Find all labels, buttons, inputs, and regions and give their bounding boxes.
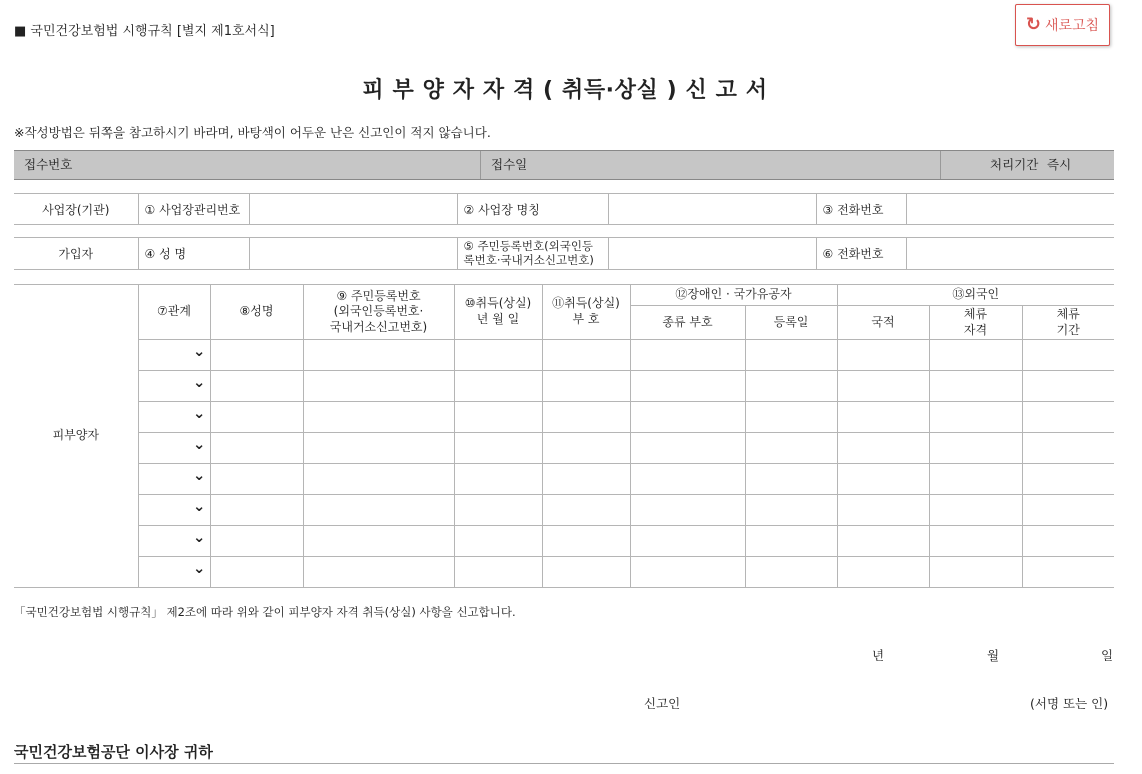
relation-select[interactable]	[138, 340, 210, 371]
signature-hint: (서명 또는 인)	[1030, 696, 1109, 711]
foreigner-header: ⑬외국인	[837, 285, 1114, 306]
dependents-table	[14, 284, 1114, 588]
stay-status-field[interactable]	[929, 526, 1022, 557]
rrn-field[interactable]	[303, 464, 454, 495]
stay-period-field[interactable]	[1022, 526, 1114, 557]
name-field[interactable]	[210, 371, 303, 402]
subscriber-rrn-label-line1: ⑤ 주민등록번호(외국인등	[463, 239, 594, 253]
name-field[interactable]	[210, 340, 303, 371]
dependent-row	[14, 557, 1114, 588]
workplace-phone-field[interactable]	[906, 194, 1114, 225]
name-field[interactable]	[210, 433, 303, 464]
date-month-label: 월	[987, 648, 1000, 663]
rrn-header-line1: ⑨ 주민등록번호	[336, 288, 421, 303]
rrn-field[interactable]	[303, 371, 454, 402]
subscriber-rrn-label-line2: 록번호·국내거소신고번호)	[463, 253, 594, 268]
stay-status-field[interactable]	[929, 402, 1022, 433]
chevron-down-icon: ⌄	[192, 466, 206, 484]
rrn-field[interactable]	[303, 526, 454, 557]
dependents-side-label: 피부양자	[14, 285, 138, 588]
processing-period-label: 처리기간	[990, 157, 1039, 172]
dependent-row	[14, 340, 1114, 371]
stay-period-header	[1022, 306, 1114, 340]
chevron-down-icon: ⌄	[192, 373, 206, 391]
acq-date-field[interactable]	[454, 526, 542, 557]
name-field[interactable]	[210, 402, 303, 433]
acq-date-header-line2: 년 월 일	[476, 312, 520, 326]
refresh-label: 새로고침	[1044, 18, 1100, 34]
nationality-field[interactable]	[837, 557, 929, 588]
date-day-label: 일	[1101, 648, 1114, 663]
acq-code-field[interactable]	[542, 526, 630, 557]
bottom-divider	[14, 763, 1114, 764]
relation-select[interactable]	[138, 526, 210, 557]
subscriber-name-field[interactable]	[249, 238, 457, 270]
nationality-field[interactable]	[837, 402, 929, 433]
name-field[interactable]	[210, 557, 303, 588]
dependent-row	[14, 526, 1114, 557]
stay-status-field[interactable]	[929, 371, 1022, 402]
date-year-label: 년	[872, 648, 885, 663]
chevron-down-icon: ⌄	[192, 342, 206, 360]
rrn-header-line3: 국내거소신고번호)	[329, 319, 428, 334]
stay-period-field[interactable]	[1022, 402, 1114, 433]
acq-code-field[interactable]	[542, 340, 630, 371]
disabled-type-field[interactable]	[630, 526, 745, 557]
relation-dropdown[interactable]	[143, 372, 206, 401]
refresh-icon: ↻	[1025, 14, 1041, 35]
relation-dropdown[interactable]	[143, 403, 206, 432]
stay-period-header-line2: 기간	[1056, 322, 1080, 337]
workplace-mgmt-no-field[interactable]	[249, 194, 457, 225]
disabled-type-field[interactable]	[630, 495, 745, 526]
disabled-reg-field[interactable]	[745, 526, 837, 557]
receipt-number-label: 접수번호	[24, 157, 73, 172]
disabled-type-header: 종류 부호	[630, 306, 745, 340]
stay-period-field[interactable]	[1022, 433, 1114, 464]
disabled-reg-field[interactable]	[745, 433, 837, 464]
chevron-down-icon: ⌄	[192, 435, 206, 453]
statement-text: 「국민건강보험법 시행규칙」 제2조에 따라 위와 같이 피부양자 자격 취득(상실) 사항을 신고합니다.	[14, 605, 516, 619]
name-header: ⑧성명	[210, 285, 303, 340]
stay-period-field[interactable]	[1022, 371, 1114, 402]
relation-select[interactable]	[138, 402, 210, 433]
nationality-field[interactable]	[837, 464, 929, 495]
stay-status-field[interactable]	[929, 433, 1022, 464]
workplace-phone-label: ③ 전화번호	[816, 194, 906, 225]
nationality-field[interactable]	[837, 340, 929, 371]
subscriber-rrn-field[interactable]	[608, 238, 816, 270]
receipt-date-label: 접수일	[491, 157, 528, 172]
acq-code-field[interactable]	[542, 495, 630, 526]
acq-date-header-line1: ⑩취득(상실)	[464, 296, 532, 311]
chevron-down-icon: ⌄	[192, 497, 206, 515]
stay-status-field[interactable]	[929, 340, 1022, 371]
relation-select[interactable]	[138, 495, 210, 526]
stay-period-field[interactable]	[1022, 557, 1114, 588]
nationality-field[interactable]	[837, 526, 929, 557]
disabled-type-field[interactable]	[630, 371, 745, 402]
relation-header: ⑦관계	[138, 285, 210, 340]
acq-date-field[interactable]	[454, 402, 542, 433]
stay-period-field[interactable]	[1022, 495, 1114, 526]
chevron-down-icon: ⌄	[192, 404, 206, 422]
workplace-table	[14, 193, 1114, 225]
nationality-header: 국적	[837, 306, 929, 340]
nationality-field[interactable]	[837, 371, 929, 402]
disabled-reg-field[interactable]	[745, 371, 837, 402]
relation-dropdown[interactable]	[143, 341, 206, 370]
disabled-reg-field[interactable]	[745, 402, 837, 433]
stay-status-field[interactable]	[929, 464, 1022, 495]
stay-status-header-line1: 체류	[963, 306, 988, 321]
relation-dropdown[interactable]	[143, 558, 206, 587]
reporter-label: 신고인	[644, 696, 681, 711]
workplace-mgmt-no-label: ① 사업장관리번호	[138, 194, 249, 225]
stay-status-header-line2: 자격	[963, 322, 988, 337]
acq-date-field[interactable]	[454, 495, 542, 526]
disabled-type-field[interactable]	[630, 464, 745, 495]
acq-code-header-line1: ⑪취득(상실)	[552, 296, 620, 311]
dependent-row	[14, 464, 1114, 495]
refresh-button[interactable]	[1015, 4, 1110, 46]
acq-code-header	[542, 285, 630, 340]
stay-status-header	[929, 306, 1022, 340]
relation-dropdown[interactable]	[143, 527, 206, 556]
rrn-field[interactable]	[303, 402, 454, 433]
dependent-row	[14, 495, 1114, 526]
receipt-bar	[14, 150, 1114, 180]
disabled-reg-field[interactable]	[745, 557, 837, 588]
nationality-field[interactable]	[837, 495, 929, 526]
acq-code-field[interactable]	[542, 464, 630, 495]
rrn-field[interactable]	[303, 495, 454, 526]
relation-select[interactable]	[138, 371, 210, 402]
acq-code-field[interactable]	[542, 557, 630, 588]
disabled-type-field[interactable]	[630, 402, 745, 433]
stay-status-field[interactable]	[929, 557, 1022, 588]
relation-dropdown[interactable]	[143, 496, 206, 525]
chevron-down-icon: ⌄	[192, 559, 206, 577]
name-field[interactable]	[210, 495, 303, 526]
relation-select[interactable]	[138, 433, 210, 464]
recipient-text: 국민건강보험공단 이사장 귀하	[14, 743, 213, 761]
rrn-header	[303, 285, 454, 340]
relation-select[interactable]	[138, 464, 210, 495]
stay-period-field[interactable]	[1022, 340, 1114, 371]
acq-code-field[interactable]	[542, 371, 630, 402]
form-note: ※작성방법은 뒤쪽을 참고하시기 바라며, 바탕색이 어두운 난은 신고인이 적지 않습니다.	[14, 125, 491, 140]
acq-date-field[interactable]	[454, 557, 542, 588]
nationality-field[interactable]	[837, 433, 929, 464]
dependent-row	[14, 402, 1114, 433]
acq-date-field[interactable]	[454, 433, 542, 464]
subscriber-name-label: ④ 성 명	[138, 238, 249, 270]
acq-date-field[interactable]	[454, 371, 542, 402]
acq-date-field[interactable]	[454, 464, 542, 495]
workplace-name-field[interactable]	[608, 194, 816, 225]
disabled-header: ⑫장애인 · 국가유공자	[630, 285, 837, 306]
form-title: 피 부 양 자 자 격 ( 취득·상실 ) 신 고 서	[362, 78, 768, 103]
disabled-type-field[interactable]	[630, 557, 745, 588]
subscriber-rrn-label	[457, 238, 608, 270]
disabled-type-field[interactable]	[630, 433, 745, 464]
relation-dropdown[interactable]	[143, 434, 206, 463]
disabled-type-field[interactable]	[630, 340, 745, 371]
acq-code-field[interactable]	[542, 433, 630, 464]
acq-date-header	[454, 285, 542, 340]
acq-date-field[interactable]	[454, 340, 542, 371]
chevron-down-icon: ⌄	[192, 528, 206, 546]
subscriber-phone-field[interactable]	[906, 238, 1114, 270]
acq-code-header-line2: 부 호	[572, 312, 600, 326]
disabled-reg-header: 등록일	[745, 306, 837, 340]
rrn-field[interactable]	[303, 557, 454, 588]
rrn-header-line2: (외국인등록번호·	[333, 304, 424, 319]
relation-dropdown[interactable]	[143, 465, 206, 494]
rrn-field[interactable]	[303, 340, 454, 371]
subscriber-table	[14, 237, 1114, 270]
disabled-reg-field[interactable]	[745, 340, 837, 371]
disabled-reg-field[interactable]	[745, 464, 837, 495]
dependent-row	[14, 371, 1114, 402]
subscriber-phone-label: ⑥ 전화번호	[816, 238, 906, 270]
processing-period-value: 즉시	[1047, 157, 1072, 172]
stay-period-header-line1: 체류	[1056, 306, 1080, 321]
stay-period-field[interactable]	[1022, 464, 1114, 495]
workplace-label: 사업장(기관)	[14, 194, 138, 225]
relation-select[interactable]	[138, 557, 210, 588]
name-field[interactable]	[210, 526, 303, 557]
subscriber-label: 가입자	[14, 238, 138, 270]
disabled-reg-field[interactable]	[745, 495, 837, 526]
rrn-field[interactable]	[303, 433, 454, 464]
acq-code-field[interactable]	[542, 402, 630, 433]
name-field[interactable]	[210, 464, 303, 495]
workplace-name-label: ② 사업장 명칭	[457, 194, 608, 225]
law-reference: ■ 국민건강보험법 시행규칙 [별지 제1호서식]	[14, 24, 275, 39]
stay-status-field[interactable]	[929, 495, 1022, 526]
dependent-row	[14, 433, 1114, 464]
